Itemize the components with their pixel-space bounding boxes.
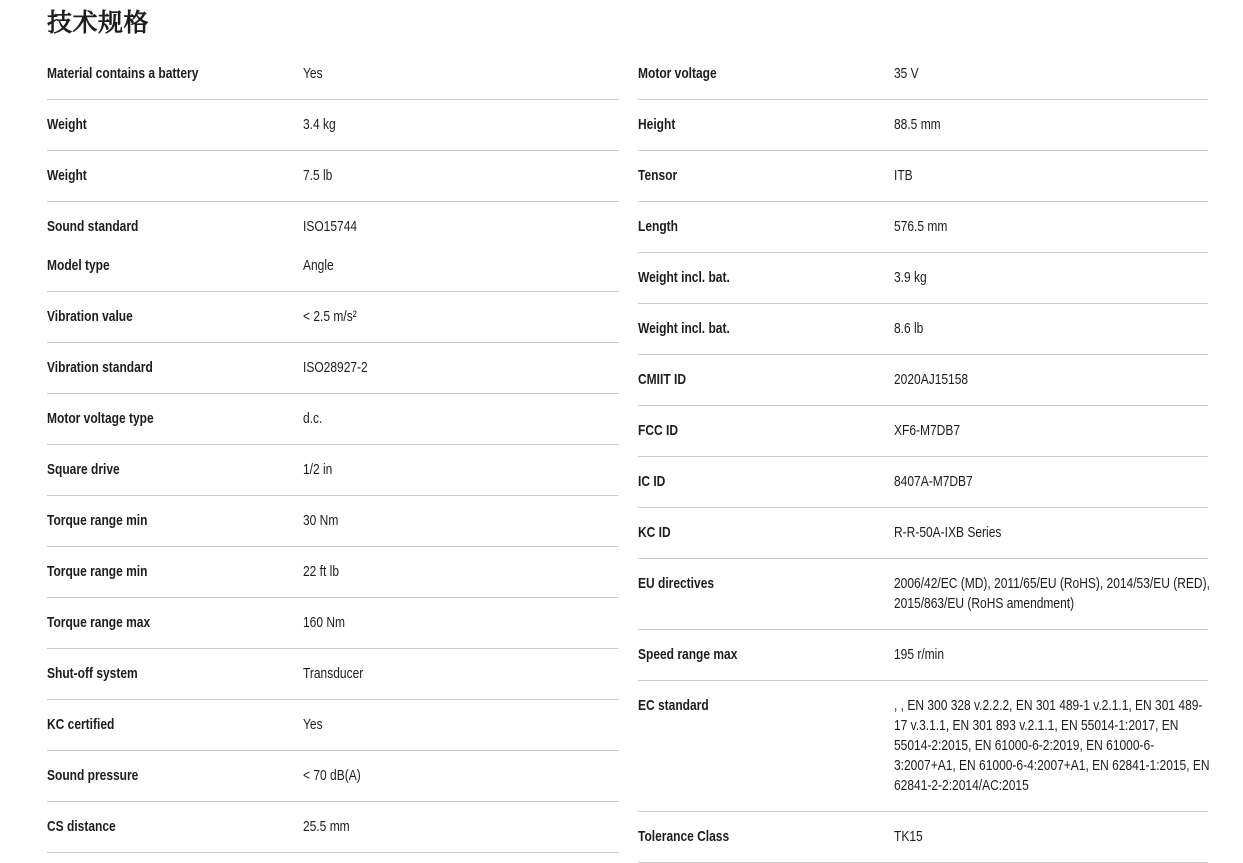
spec-pair [638,696,1208,796]
spec-row [47,343,619,394]
spec-label: KC ID [638,524,671,541]
spec-row [47,49,619,100]
spec-label: Tolerance Class [638,828,730,845]
spec-value: 3.4 kg [303,116,336,133]
spec-label: Vibration standard [47,359,153,376]
spec-label: EU directives [638,575,715,592]
spec-row [638,151,1208,202]
spec-pair [638,827,1208,847]
spec-pair [47,664,619,684]
spec-label: CS distance [47,818,116,835]
spec-value: 22 ft lb [303,563,340,580]
spec-row [47,751,619,802]
spec-pair [47,766,619,786]
spec-value: 7.5 lb [303,167,333,184]
spec-label: Length [638,218,678,235]
page-title: 技术规格 [47,9,150,37]
spec-value: 1/2 in [303,461,333,478]
spec-pair [47,64,619,84]
spec-label: Square drive [47,461,120,478]
spec-value: 160 Nm [303,614,346,631]
spec-label: Shut-off system [47,665,138,682]
spec-value: ISO28927-2 [303,359,368,376]
spec-pair [47,166,619,186]
spec-pair [638,319,1208,339]
spec-pair [638,64,1208,84]
spec-pair [638,574,1208,614]
spec-value: d.c. [303,410,323,427]
spec-pair [638,370,1208,390]
spec-pair [638,166,1208,186]
spec-pair [638,472,1208,492]
spec-value: 576.5 mm [894,218,948,235]
spec-row [638,559,1208,630]
spec-row [638,202,1208,253]
spec-value: Angle [303,257,334,274]
spec-value: 3.9 kg [894,269,927,286]
spec-row [47,496,619,547]
spec-row [638,812,1208,863]
spec-row [638,355,1208,406]
spec-label: Sound pressure [47,767,139,784]
spec-row [47,598,619,649]
spec-pair [47,613,619,633]
spec-label: Motor voltage type [47,410,154,427]
spec-label: Weight incl. bat. [638,320,730,337]
spec-label: Torque range min [47,563,148,580]
spec-value: TK15 [894,828,923,845]
spec-label: Tensor [638,167,678,184]
spec-value: 2020AJ15158 [894,371,969,388]
spec-pair [638,217,1208,237]
spec-value: , , EN 300 328 v.2.2.2, EN 301 489-1 v.2.1.1, EN 301 489-17 v.3.1.1, EN 301 893 v.2.1.1, EN 55014-1:2017, EN 55014-2:2015, EN 61000-6-2:2019, EN 61000-6-3:2007+A1, EN 61000-6-4:2007+A1, EN 62841-1:2015, EN 62841-2-2:2014/AC:2015 [894,697,1210,794]
spec-row [638,508,1208,559]
spec-pair [47,409,619,429]
spec-row [47,649,619,700]
spec-table [47,49,1208,863]
spec-row [47,394,619,445]
spec-value: 35 V [894,65,919,82]
spec-value: 88.5 mm [894,116,941,133]
spec-label: Vibration value [47,308,133,325]
spec-pair [638,268,1208,288]
spec-label: CMIIT ID [638,371,686,388]
spec-row [47,202,619,292]
spec-row [47,292,619,343]
spec-label: Height [638,116,676,133]
spec-value: ITB [894,167,913,184]
spec-row [638,49,1208,100]
spec-value: Yes [303,716,323,733]
spec-label: Motor voltage [638,65,717,82]
spec-value: Transducer [303,665,364,682]
spec-row [638,253,1208,304]
spec-value: Yes [303,65,323,82]
spec-row [47,547,619,598]
spec-label: Torque range max [47,614,151,631]
spec-column-right [638,49,1208,863]
spec-pair [638,645,1208,665]
spec-row [47,151,619,202]
spec-row [638,630,1208,681]
spec-value: R-R-50A-IXB Series [894,524,1002,541]
spec-row [638,406,1208,457]
spec-value: 8407A-M7DB7 [894,473,973,490]
spec-label: Sound standard [47,218,139,235]
spec-row [47,100,619,151]
spec-pair [47,715,619,735]
spec-column-left [47,49,619,853]
spec-label: Torque range min [47,512,148,529]
spec-row [638,457,1208,508]
spec-pair [638,115,1208,135]
spec-value: 8.6 lb [894,320,924,337]
spec-label: Weight incl. bat. [638,269,730,286]
spec-label: Model type [47,257,110,274]
spec-row [47,445,619,496]
spec-value: 30 Nm [303,512,339,529]
spec-pair [47,817,619,837]
spec-label: FCC ID [638,422,678,439]
spec-pair [47,217,619,237]
spec-pair [47,307,619,327]
spec-pair [47,115,619,135]
spec-label: KC certified [47,716,115,733]
spec-value: < 70 dB(A) [303,767,361,784]
spec-pair [47,358,619,378]
spec-row [47,802,619,853]
spec-label: Weight [47,116,87,133]
spec-label: Weight [47,167,87,184]
spec-pair [47,562,619,582]
spec-pair [47,511,619,531]
spec-label: Material contains a battery [47,65,199,82]
spec-row [638,304,1208,355]
spec-value: < 2.5 m/s² [303,308,357,325]
spec-value: ISO15744 [303,218,358,235]
spec-label: IC ID [638,473,666,490]
spec-pair [47,460,619,480]
spec-label: Speed range max [638,646,738,663]
spec-pair [638,421,1208,441]
spec-value: 195 r/min [894,646,945,663]
spec-pair [47,256,619,276]
spec-pair [638,523,1208,543]
spec-row [638,100,1208,151]
spec-row [638,681,1208,812]
spec-value: 25.5 mm [303,818,350,835]
spec-row [47,700,619,751]
spec-value: 2006/42/EC (MD), 2011/65/EU (RoHS), 2014/53/EU (RED), 2015/863/EU (RoHS amendment) [894,575,1210,612]
spec-label: EC standard [638,697,709,714]
spec-value: XF6-M7DB7 [894,422,961,439]
